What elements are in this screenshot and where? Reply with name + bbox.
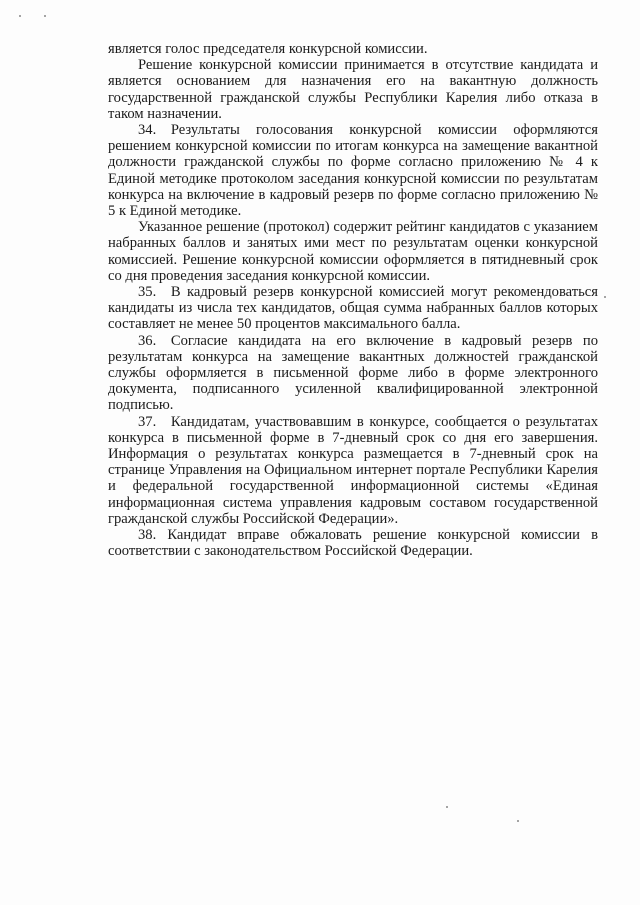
document-body	[108, 41, 598, 560]
paragraph-35: 35. В кадровый резерв конкурсной комиссией могут рекомендоваться кандидаты из числа тех кандидатов, общая сумма набранных баллов которых составляет не менее 50 процентов максимального балла.	[108, 284, 598, 333]
paragraph-34: 34. Результаты голосования конкурсной комиссии оформляются решением конкурсной комиссии по итогам конкурса на замещение вакантной должности гражданской службы по форме согласно приложению № 4 к Единой методике протоколом заседания конкурсной комиссии по результатам конкурса на включение в кадровый резерв по форме согласно приложению № 5 к Единой методике.	[108, 122, 598, 220]
paragraph-continuation: является голос председателя конкурсной комиссии.	[108, 41, 428, 57]
paragraph-protocol: Указанное решение (протокол) содержит рейтинг кандидатов с указанием набранных баллов и занятых ими мест по результатам оценки конкурсной комиссией. Решение конкурсной комиссии оформляется в пятидневный срок со дня проведения заседания конкурсной комиссии.	[108, 219, 598, 284]
scan-speck	[19, 15, 21, 17]
scan-speck	[44, 15, 46, 17]
paragraph-37: 37. Кандидатам, участвовавшим в конкурсе, сообщается о результатах конкурса в письменной форме в 7-дневный срок со дня его завершения. Информация о результатах конкурса размещается в 7-дневный срок на странице Управления на Официальном интернет портале Республики Карелия и федеральной государственной информационной системы «Единая информационная система управления кадровым составом государственной гражданской службы Российской Федерации».	[108, 413, 598, 527]
paragraph-decision: Решение конкурсной комиссии принимается в отсутствие кандидата и является основанием для назначения его на вакантную должность государственной гражданской службы Республики Карелия либо отказа в таком назначении.	[108, 57, 598, 122]
scan-speck	[446, 806, 448, 808]
paragraph-36: 36. Согласие кандидата на его включение в кадровый резерв по результатам конкурса на замещение вакантных должностей гражданской службы оформляется в письменной форме либо в форме электронного документа, подписанного усиленной квалифицированной электронной подписью.	[108, 332, 598, 414]
paragraph-38: 38. Кандидат вправе обжаловать решение конкурсной комиссии в соответствии с законодательством Российской Федерации.	[108, 527, 598, 560]
scan-speck	[517, 820, 519, 822]
scan-speck	[604, 296, 606, 298]
